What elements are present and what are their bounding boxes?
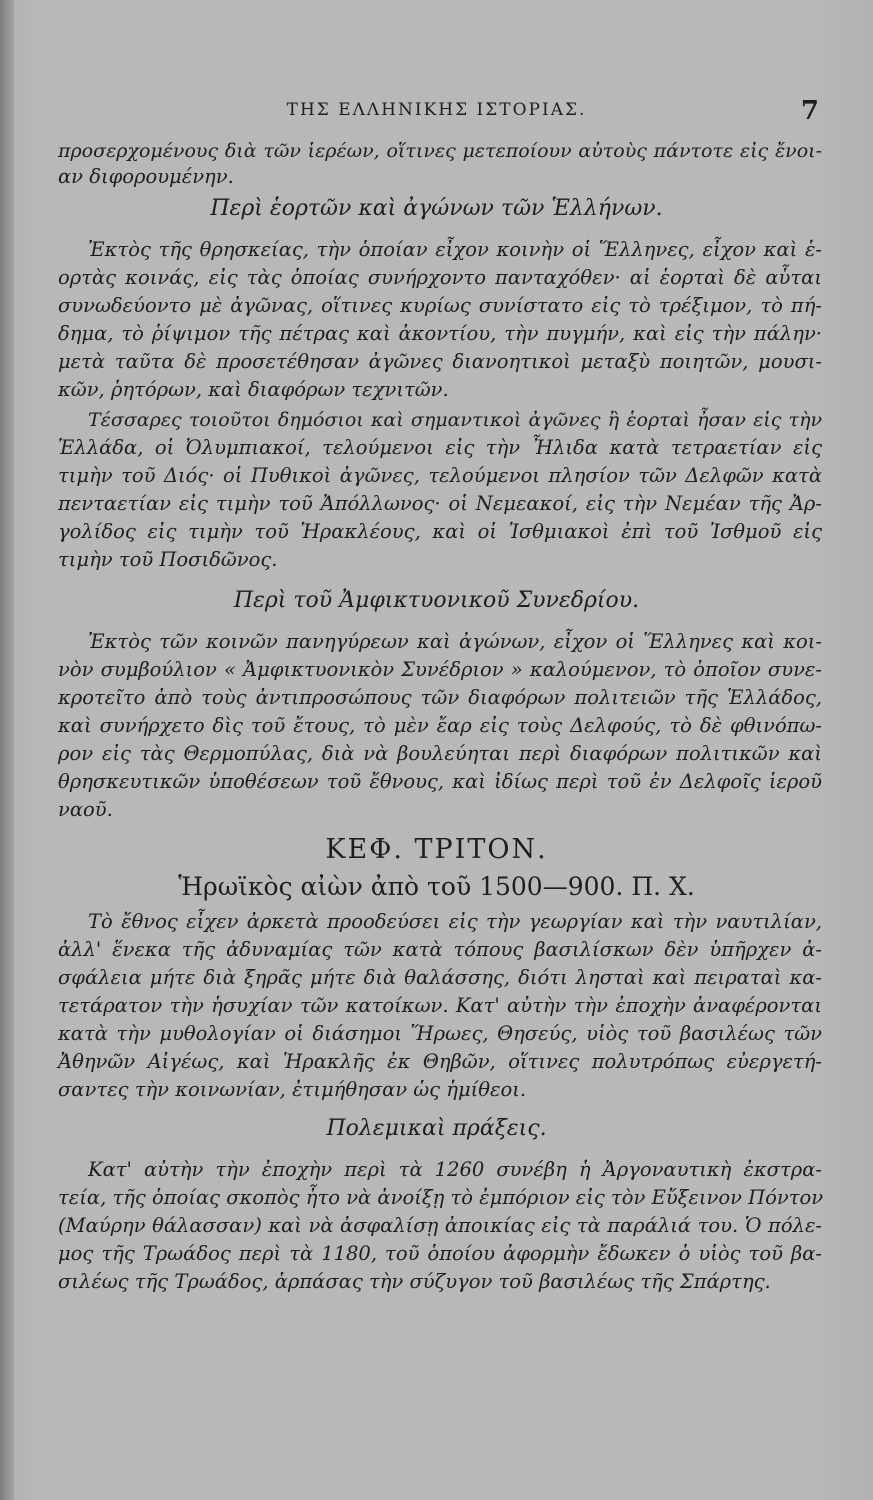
text-line: (Μαύρην θάλασσαν) καὶ νὰ ἀσφαλίσῃ ἀποικίας εἰς τὰ παράλιά του. Ὁ πόλε- <box>58 1214 822 1237</box>
text-line: ορτὰς κοινάς, εἰς τὰς ὁποίας συνήρχοντο πανταχόθεν· αἱ ἑορταὶ δὲ αὗται <box>58 266 822 289</box>
text-line: Τὸ ἔθνος εἶχεν ἀρκετὰ προοδεύσει εἰς τὴν γεωργίαν καὶ τὴν ναυτιλίαν, <box>88 910 822 933</box>
text-line: αν διφορουμένην. <box>58 165 234 188</box>
text-line: τιμὴν τοῦ Ποσιδῶνος. <box>58 548 278 571</box>
section-heading-amphictyonic: Περὶ τοῦ Ἀμφικτυονικοῦ Συνεδρίου. <box>233 588 640 613</box>
text-line: καὶ συνήρχετο δὶς τοῦ ἔτους, τὸ μὲν ἔαρ εἰς τοὺς Δελφούς, τὸ δὲ φθινόπω- <box>58 714 822 737</box>
text-line: κῶν, ῥητόρων, καὶ διαφόρων τεχνιτῶν. <box>58 378 449 401</box>
text-line: προσερχομένους διὰ τῶν ἱερέων, οἵτινες μετεποίουν αὐτοὺς πάντοτε εἰς ἔνοι- <box>58 140 822 162</box>
text-line: ἀλλ' ἕνεκα τῆς ἀδυναμίας τῶν κατὰ τόπους βασιλίσκων δὲν ὑπῆρχεν ἀ- <box>58 938 822 961</box>
section-heading-festivals: Περὶ ἑορτῶν καὶ ἀγώνων τῶν Ἑλλήνων. <box>210 196 663 221</box>
text-line: ρον εἰς τὰς Θερμοπύλας, διὰ νὰ βουλεύηται περὶ διαφόρων πολιτικῶν καὶ <box>58 742 822 765</box>
text-line: συνωδεύοντο μὲ ἀγῶνας, οἵτινες κυρίως συνίστατο εἰς τὸ τρέξιμον, τὸ πή- <box>58 294 822 317</box>
chapter-epoch: Ἡρωϊκὸς αἰὼν ἀπὸ τοῦ 1500—900. Π. Χ. <box>178 872 695 901</box>
text-line: Ἑλλάδα, οἱ Ὀλυμπιακοί, τελούμενοι εἰς τὴν Ἦλιδα κατὰ τετραετίαν εἰς <box>58 436 822 459</box>
chapter-title: ΚΕΦ. ΤΡΙΤΟΝ. <box>325 834 548 865</box>
text-line: μετὰ ταῦτα δὲ προσετέθησαν ἀγῶνες διανοητικοὶ μεταξὺ ποιητῶν, μουσι- <box>58 350 822 373</box>
text-line: γολίδος εἰς τιμὴν τοῦ Ἡρακλέους, καὶ οἱ Ἰσθμιακοὶ ἐπὶ τοῦ Ἰσθμοῦ εἰς <box>58 520 822 543</box>
text-line: μος τῆς Τρωάδος περὶ τὰ 1180, τοῦ ὁποίου ἀφορμὴν ἔδωκεν ὁ υἱὸς τοῦ βα- <box>58 1242 822 1265</box>
text-line: Τέσσαρες τοιοῦτοι δημόσιοι καὶ σημαντικοὶ ἀγῶνες ἢ ἑορταὶ ἦσαν εἰς τὴν <box>88 409 822 431</box>
page-gutter <box>0 0 14 1500</box>
text-line: κροτεῖτο ἀπὸ τοὺς ἀντιπροσώπους τῶν διαφόρων πολιτειῶν τῆς Ἑλλάδος, <box>58 686 822 709</box>
text-line: σφάλεια μήτε διὰ ξηρᾶς μήτε διὰ θαλάσσης, διότι λησταὶ καὶ πειραταὶ κα- <box>58 966 822 989</box>
text-line: σαντες τὴν κοινωνίαν, ἐτιμήθησαν ὡς ἡμίθεοι. <box>58 1078 527 1101</box>
running-header <box>0 96 873 126</box>
text-line: δημα, τὸ ῥίψιμον τῆς πέτρας καὶ ἀκοντίου, τὴν πυγμήν, καὶ εἰς τὴν πάλην· <box>58 322 822 345</box>
text-line: Ἀθηνῶν Αἰγέως, καὶ Ἡρακλῆς ἐκ Θηβῶν, οἵτινες πολυτρόπως εὐεργετή- <box>58 1050 822 1073</box>
page-number: 7 <box>800 96 819 126</box>
running-title: ΤΗΣ ΕΛΛΗΝΙΚΗΣ ΙΣΤΟΡΙΑΣ. <box>286 100 587 120</box>
text-line: τιμὴν τοῦ Διός· οἱ Πυθικοὶ ἀγῶνες, τελούμενοι πλησίον τῶν Δελφῶν κατὰ <box>58 464 822 487</box>
text-line: Κατ' αὐτὴν τὴν ἐποχὴν περὶ τὰ 1260 συνέβη ἡ Ἀργοναυτικὴ ἐκστρα- <box>88 1158 822 1181</box>
text-line: Ἐκτὸς τῶν κοινῶν πανηγύρεων καὶ ἀγώνων, εἶχον οἱ Ἕλληνες καὶ κοι- <box>88 630 822 653</box>
text-line: ναοῦ. <box>58 798 113 821</box>
text-line: τεία, τῆς ὁποίας σκοπὸς ἦτο νὰ ἀνοίξῃ τὸ ἐμπόριον εἰς τὸν Εὔξεινον Πόντον <box>58 1186 824 1209</box>
section-heading-military: Πολεμικαὶ πράξεις. <box>326 1116 547 1141</box>
text-line: σιλέως τῆς Τρωάδος, ἁρπάσας τὴν σύζυγον τοῦ βασιλέως τῆς Σπάρτης. <box>58 1270 771 1293</box>
text-line: Ἐκτὸς τῆς θρησκείας, τὴν ὁποίαν εἶχον κοινὴν οἱ Ἕλληνες, εἶχον καὶ ἑ- <box>88 238 822 261</box>
text-line: πενταετίαν εἰς τιμὴν τοῦ Ἀπόλλωνος· οἱ Νεμεακοί, εἰς τὴν Νεμέαν τῆς Ἀρ- <box>58 492 822 515</box>
text-line: κατὰ τὴν μυθολογίαν οἱ διάσημοι Ἥρωες, Θησεύς, υἱὸς τοῦ βασιλέως τῶν <box>58 1022 822 1045</box>
text-line: νὸν συμβούλιον « Ἀμφικτυονικὸν Συνέδριον » καλούμενον, τὸ ὁποῖον συνε- <box>58 658 822 681</box>
text-line: τετάρατον τὴν ἡσυχίαν τῶν κατοίκων. Κατ' αὐτὴν τὴν ἐποχὴν ἀναφέρονται <box>58 994 822 1017</box>
text-line: θρησκευτικῶν ὑποθέσεων τοῦ ἔθνους, καὶ ἰδίως περὶ τοῦ ἐν Δελφοῖς ἱεροῦ <box>58 770 822 793</box>
